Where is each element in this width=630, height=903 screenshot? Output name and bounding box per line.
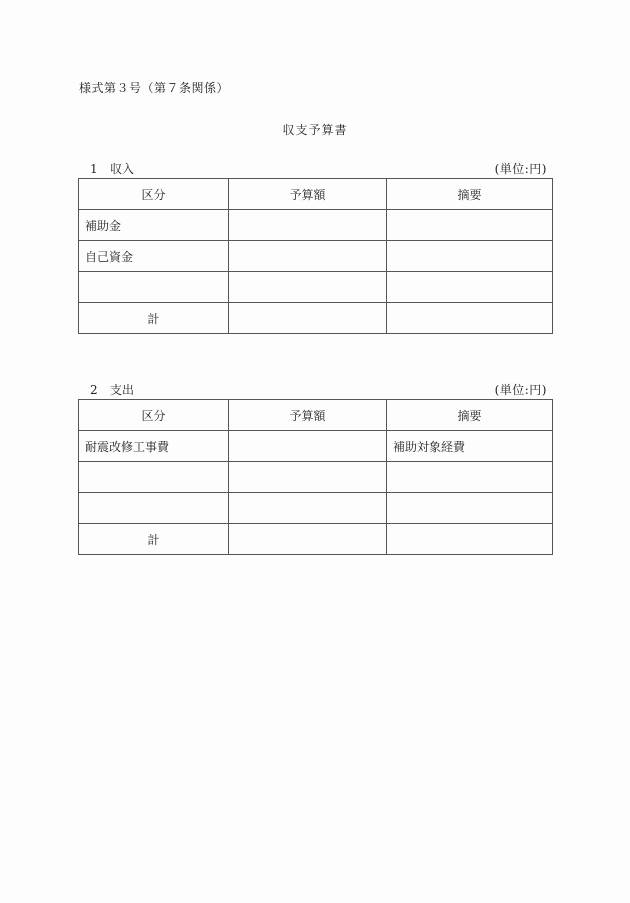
- cell-total-remarks[interactable]: [387, 524, 553, 555]
- cell-remarks[interactable]: 補助対象経費: [387, 431, 553, 462]
- section-number: 2: [90, 383, 98, 397]
- section-label: 支出: [110, 383, 135, 397]
- section-label: 収入: [110, 162, 135, 176]
- cell-budget-amount[interactable]: [229, 462, 387, 493]
- cell-total-label: 計: [79, 303, 229, 334]
- header-budget-amount: 予算額: [229, 179, 387, 210]
- table-header-row: [79, 400, 553, 431]
- cell-remarks[interactable]: [387, 272, 553, 303]
- cell-category[interactable]: 補助金: [79, 210, 229, 241]
- cell-total-amount[interactable]: [229, 524, 387, 555]
- header-category: 区分: [79, 400, 229, 431]
- table-header-row: [79, 179, 553, 210]
- header-category: 区分: [79, 179, 229, 210]
- unit-label: (単位:円): [494, 162, 547, 176]
- cell-total-label: 計: [79, 524, 229, 555]
- header-budget-amount: 予算額: [229, 400, 387, 431]
- income-table: [78, 178, 553, 334]
- cell-category[interactable]: 耐震改修工事費: [79, 431, 229, 462]
- cell-budget-amount[interactable]: [229, 272, 387, 303]
- cell-category[interactable]: [79, 272, 229, 303]
- cell-category[interactable]: 自己資金: [79, 241, 229, 272]
- unit-label: (単位:円): [494, 383, 547, 397]
- table-total-row: [79, 524, 553, 555]
- section-number: 1: [90, 162, 98, 176]
- cell-remarks[interactable]: [387, 462, 553, 493]
- cell-budget-amount[interactable]: [229, 493, 387, 524]
- table-row: [79, 462, 553, 493]
- cell-budget-amount[interactable]: [229, 210, 387, 241]
- cell-category[interactable]: [79, 493, 229, 524]
- cell-total-remarks[interactable]: [387, 303, 553, 334]
- cell-category[interactable]: [79, 462, 229, 493]
- table-total-row: [79, 303, 553, 334]
- cell-remarks[interactable]: [387, 241, 553, 272]
- cell-remarks[interactable]: [387, 493, 553, 524]
- table-row: [79, 210, 553, 241]
- table-row: [79, 272, 553, 303]
- cell-budget-amount[interactable]: [229, 431, 387, 462]
- form-number: 様式第３号（第７条関係）: [79, 81, 230, 95]
- cell-remarks[interactable]: [387, 210, 553, 241]
- document-title: 収支予算書: [282, 123, 348, 137]
- table-row: [79, 241, 553, 272]
- expenditure-table: [78, 399, 553, 555]
- table-row: [79, 431, 553, 462]
- cell-total-amount[interactable]: [229, 303, 387, 334]
- header-remarks: 摘要: [387, 400, 553, 431]
- cell-budget-amount[interactable]: [229, 241, 387, 272]
- table-row: [79, 493, 553, 524]
- header-remarks: 摘要: [387, 179, 553, 210]
